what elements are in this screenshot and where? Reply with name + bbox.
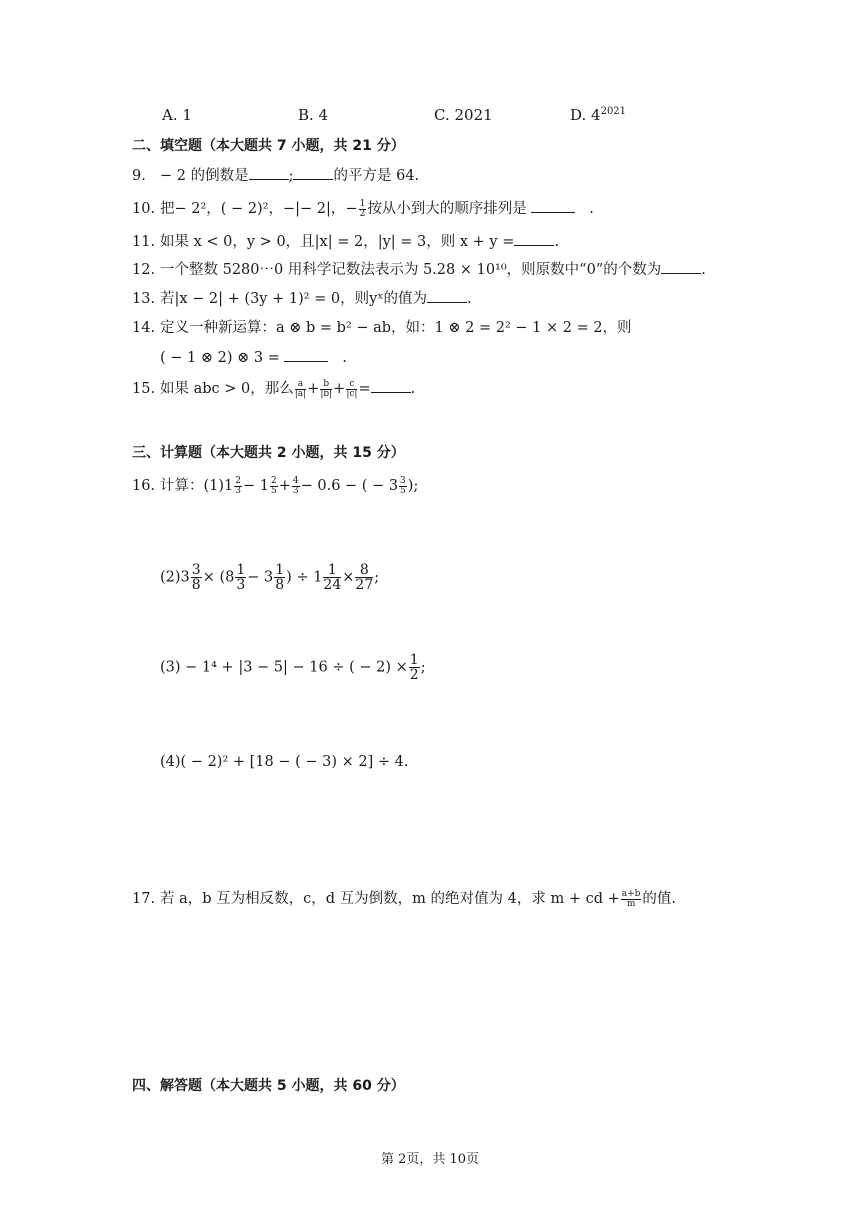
q9-text-2: ; <box>288 168 294 184</box>
q16-p2-text: × (8 <box>202 569 235 586</box>
q9-text-1: − 2 的倒数是 <box>160 168 249 184</box>
q10-text: 把− 2²，( − 2)²，−|− 2|，− <box>160 201 358 217</box>
question-number: 12. <box>132 262 156 278</box>
fraction: $\frac{2}{3}$ <box>235 475 241 496</box>
question-number: 10. <box>132 201 156 217</box>
answer-blank <box>531 198 575 213</box>
fraction: $\frac{1}{3}$ <box>236 562 246 593</box>
q10-end: . <box>589 201 594 217</box>
q16-p3-text: ; <box>420 659 426 676</box>
equals-sign: = <box>358 381 371 397</box>
question-13 <box>132 288 472 309</box>
question-14-cont <box>160 347 347 368</box>
question-number: 14. <box>132 320 156 336</box>
question-number: 9. <box>132 168 146 184</box>
question-15 <box>132 378 415 399</box>
q14-line-1: 定义一种新运算：a ⊗ b = b² − ab，如：1 ⊗ 2 = 2² − 1 × 2 = 2，则 <box>160 320 632 336</box>
fraction: $\frac{4}{3}$ <box>292 475 299 496</box>
question-10 <box>132 198 594 219</box>
q12-text: 一个整数 5280⋯0 用科学记数法表示为 5.28 × 10¹⁰，则原数中“0”的个数为 <box>160 262 662 278</box>
q16-p2-text: ) ÷ 1 <box>286 569 323 586</box>
plus-sign: + <box>333 381 346 397</box>
fraction: $\frac{3}{5}$ <box>400 475 406 496</box>
q16-p1-text: − 0.6 − ( − 3 <box>300 478 399 494</box>
q12-end: . <box>701 262 706 278</box>
question-number: 17. <box>132 891 156 907</box>
fraction: $\frac{a+b}{m}$ <box>621 888 641 909</box>
fraction: $\frac{8}{27}$ <box>355 562 374 593</box>
fraction: $\frac{1}{2}$ <box>359 198 366 219</box>
q17-text: 若 a，b 互为相反数，c，d 互为倒数，m 的绝对值为 4，求 m + cd + <box>160 891 620 907</box>
section-3-title: 三、计算题（本大题共 2 小题，共 15 分） <box>132 445 405 461</box>
section-2-title: 二、填空题（本大题共 7 小题，共 21 分） <box>132 138 405 154</box>
section-4-title: 四、解答题（本大题共 5 小题，共 60 分） <box>132 1078 405 1094</box>
question-number: 11. <box>132 234 156 250</box>
q16-p1-text: + <box>278 478 291 494</box>
q16-p1-text: 计算：(1)1 <box>160 478 234 494</box>
question-16-part-1 <box>132 476 418 496</box>
fraction: $\frac{2}{5}$ <box>270 475 277 496</box>
q13-text: 若|x − 2| + (3y + 1)² = 0，则yˣ的值为 <box>160 291 427 307</box>
q16-p2-text: (2)3 <box>160 569 190 586</box>
q16-p2-text: × <box>342 569 355 586</box>
page-footer: 第 2页，共 10页 <box>380 1152 480 1167</box>
question-14 <box>132 318 632 338</box>
q16-p2-text: − 3 <box>247 569 274 586</box>
q16-p1-text: ); <box>407 478 419 494</box>
q14-line-2: ( − 1 ⊗ 2) ⊗ 3 = <box>160 350 280 366</box>
question-11 <box>132 231 559 252</box>
question-16-part-2 <box>160 563 379 592</box>
question-number: 15. <box>132 381 156 397</box>
q13-end: . <box>466 291 472 307</box>
q10-tail: 按从小到大的顺序排列是 <box>367 201 527 217</box>
q16-p1-text: − 1 <box>243 478 269 494</box>
fraction: $\frac{1}{8}$ <box>275 562 285 593</box>
fraction: $\frac{1}{24}$ <box>323 562 342 593</box>
option-d-base: D. 4 <box>570 106 601 124</box>
option-d <box>570 106 626 124</box>
q11-text: 如果 x < 0，y > 0，且|x| = 2，|y| = 3，则 x + y = <box>160 234 515 250</box>
answer-blank <box>371 378 411 393</box>
option-b: B. 4 <box>298 106 329 124</box>
q15-end: . <box>410 381 416 397</box>
plus-sign: + <box>307 381 320 397</box>
q11-end: . <box>554 234 559 250</box>
q14-end: . <box>342 350 347 366</box>
answer-blank <box>514 231 554 246</box>
question-12 <box>132 259 706 280</box>
answer-blank <box>293 165 333 180</box>
q15-text: 如果 abc > 0，那么 <box>160 381 294 397</box>
option-a: A. 1 <box>162 106 192 124</box>
question-17 <box>132 889 676 909</box>
answer-blank <box>284 347 328 362</box>
fraction: $\frac{1}{2}$ <box>409 652 419 683</box>
option-d-exponent: 2021 <box>600 106 627 117</box>
option-c: C. 2021 <box>434 106 493 124</box>
question-number: 16. <box>132 478 156 494</box>
q16-p3-text: (3) − 1⁴ + |3 − 5| − 16 ÷ ( − 2) × <box>160 659 408 676</box>
question-9 <box>132 165 419 186</box>
fraction: $\frac{a}{|a|}$ <box>294 378 307 399</box>
fraction: $\frac{3}{8}$ <box>191 562 201 593</box>
answer-blank <box>249 165 289 180</box>
fraction: $\frac{c}{|c|}$ <box>346 378 358 399</box>
q16-p2-text: ; <box>374 569 380 586</box>
answer-blank <box>427 288 467 303</box>
question-16-part-4: (4)( − 2)² + [18 − ( − 3) × 2] ÷ 4. <box>160 754 409 770</box>
q9-text-3: 的平方是 64. <box>333 168 420 184</box>
question-number: 13. <box>132 291 156 307</box>
fraction: $\frac{b}{|b|}$ <box>320 378 333 399</box>
answer-blank <box>661 259 701 274</box>
question-16-part-3 <box>160 653 426 682</box>
q17-text: 的值. <box>642 891 677 907</box>
